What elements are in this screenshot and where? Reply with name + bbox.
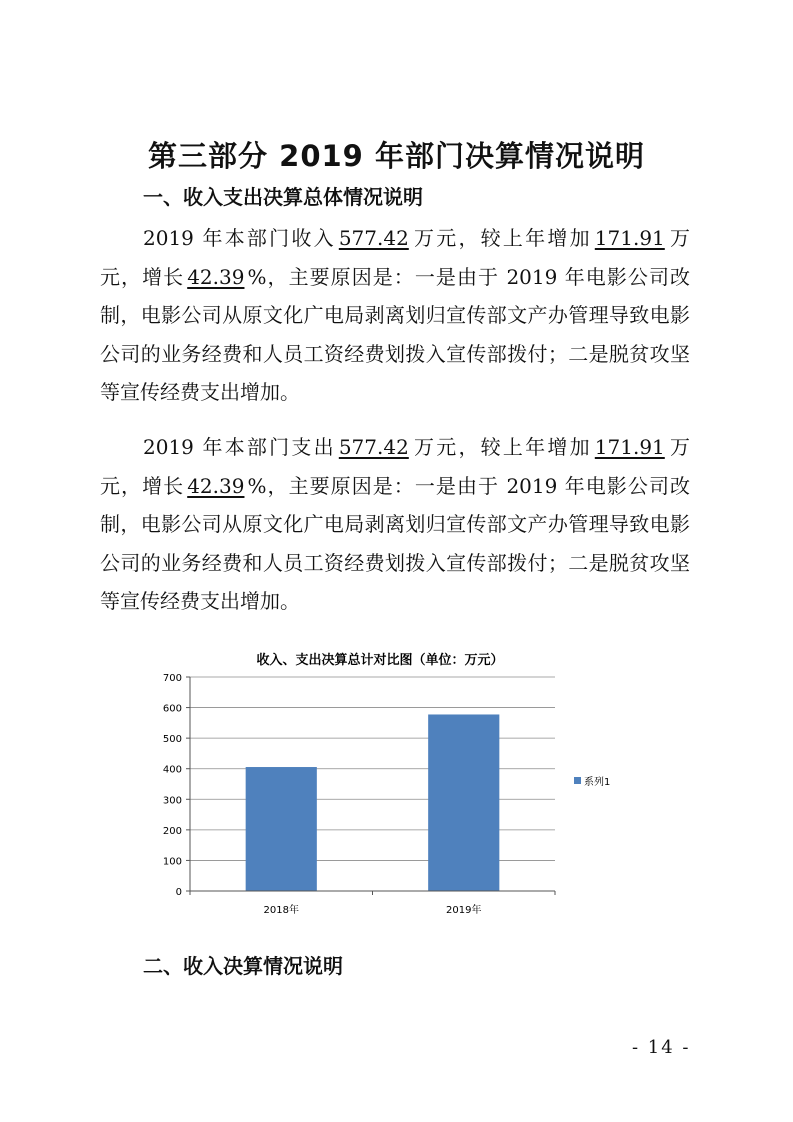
income-amount: 577.42: [338, 226, 409, 250]
expense-mid2: 万元，增长: [100, 435, 691, 498]
expense-amount: 577.42: [338, 435, 409, 459]
income-mid: 万元，较上年增加: [411, 226, 592, 250]
income-pre: 2019 年本部门收入: [143, 226, 336, 250]
x-tick-label: 2019年: [446, 905, 482, 916]
y-tick-label: 300: [162, 795, 182, 807]
y-tick-label: 600: [162, 703, 182, 715]
legend-label: 系列1: [584, 777, 611, 788]
y-tick-label: 0: [175, 887, 182, 898]
expense-rate: 42.39: [187, 473, 245, 498]
chart-title: 收入、支出决算总计对比图（单位：万元）: [256, 653, 504, 668]
section-heading-1: 一、收入支出决算总体情况说明: [143, 185, 423, 209]
x-tick-label: 2018年: [263, 905, 299, 916]
expense-reason: %，主要原因是：一是由于 2019 年电影公司改制，电影公司从原文化广电局剥离划归宣传部文产办管理导致电影公司的业务经费和人员工资经费划拨入宣传部拨付；二是脱贫攻坚等宣传经费支出增加。: [100, 473, 691, 613]
y-tick-label: 400: [162, 764, 182, 776]
income-increase: 171.91: [594, 226, 665, 250]
income-reason: %，主要原因是：一是由于 2019 年电影公司改制，电影公司从原文化广电局剥离划归宣传部文产办管理导致电影公司的业务经费和人员工资经费划拨入宣传部拨付；二是脱贫攻坚等宣传经费支出增加。: [100, 264, 691, 404]
y-tick-label: 500: [162, 734, 182, 746]
page-title: 第三部分 2019 年部门决算情况说明: [148, 139, 645, 173]
income-expense-bar-chart: [150, 645, 650, 925]
income-mid2: 万元，增长: [100, 226, 691, 289]
section-heading-2: 二、收入决算情况说明: [143, 954, 343, 978]
expense-paragraph: [100, 428, 690, 621]
bar-2: [428, 714, 499, 891]
y-tick-label: 200: [162, 825, 182, 837]
expense-increase: 171.91: [594, 435, 665, 459]
income-paragraph: [100, 219, 690, 412]
bar-1: [246, 767, 317, 891]
y-tick-label: 700: [162, 673, 182, 684]
legend-swatch: [574, 777, 581, 784]
expense-mid: 万元，较上年增加: [411, 435, 592, 459]
expense-pre: 2019 年本部门支出: [143, 435, 336, 459]
y-tick-label: 100: [162, 856, 182, 868]
page-number: - 14 -: [632, 1037, 691, 1058]
income-rate: 42.39: [187, 264, 245, 289]
